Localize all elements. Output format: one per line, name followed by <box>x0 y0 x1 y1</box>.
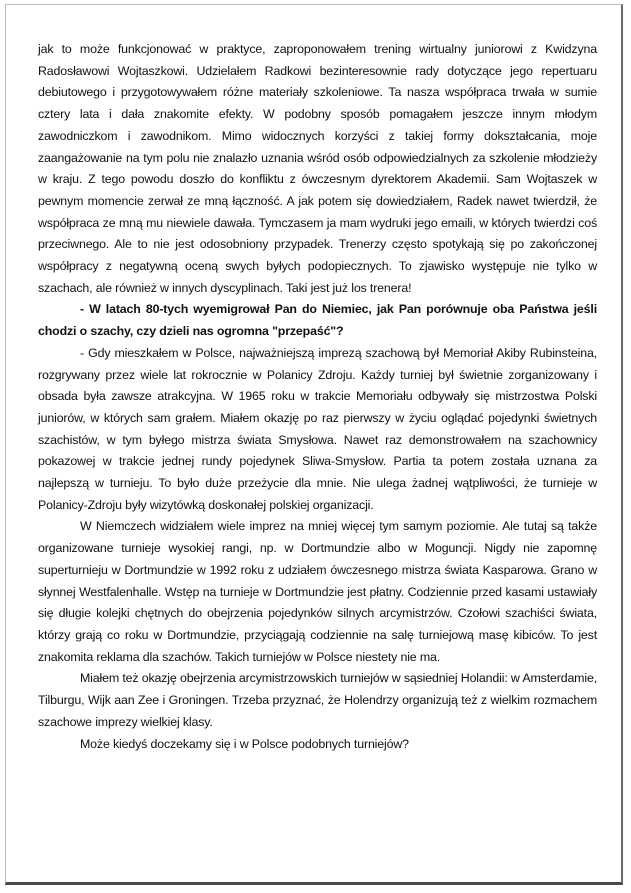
paragraph: Miałem też okazję obejrzenia arcymistrzowskich turniejów w sąsiedniej Holandii: w Amsterdamie, Tilburgu, Wijk aan Zee i Groningen. Trzeba przyznać, że Holendrzy organizują też z wielkim rozmachem szachowe imprezy wielkiej klasy. <box>38 671 597 729</box>
paragraph: - Gdy mieszkałem w Polsce, najważniejszą imprezą szachową był Memoriał Akiby Rubinsteina, rozgrywany przez wiele lat rokrocznie w Polanicy Zdroju. Każdy turniej był świetnie zorganizowany i obsada była zawsze atrakcyjna. W 1965 roku w trakcie Memoriału odbywały się mistrzostwa Polski juniorów, w których sam grałem. Miałem okazję po raz pierwszy w życiu oglądać pojedynki świetnych szachistów, w tym byłego mistrza świata Smysłowa. Nawet raz demonstrowałem na szachownicy pokazowej w trakcie jednej rundy pojedynek Sliwa-Smysłow. Partia ta potem została uznana za najlepszą w turnieju. To było duże przeżycie dla mnie. Nie ulega żadnej wątpliwości, że turnieje w Polanicy-Zdroju były wizytówką doskonałej polskiej organizacji. <box>38 345 597 512</box>
interview-question: - W latach 80-tych wyemigrował Pan do Niemiec, jak Pan porównuje oba Państwa jeśli chodzi o szachy, czy dzieli nas ogromna "przepaść"? <box>38 302 597 339</box>
article-body <box>38 39 597 755</box>
paragraph: W Niemczech widziałem wiele imprez na mniej więcej tym samym poziomie. Ale tutaj są także organizowane turnieje wysokiej rangi, np. w Dortmundzie albo w Moguncji. Nigdy nie zapomnę superturnieju w Dortmundzie w 1992 roku z udziałem ówczesnego mistrza świata Kasparowa. Grano w słynnej Westfalenhalle. Wstęp na turnieje w Dortmundzie jest płatny. Codziennie przed kasami ustawiały się długie kolejki chętnych do obejrzenia pojedynków silnych arcymistrzów. Czołowi szachiści świata, którzy grają co roku w Dortmundzie, przyciągają codziennie na salę turniejową masę kibiców. To jest znakomita reklama dla szachów. Takich turniejów w Polsce niestety nie ma. <box>38 519 597 664</box>
paragraph: jak to może funkcjonować w praktyce, zaproponowałem trening wirtualny juniorowi z Kwidzyna Radosławowi Wojtaszkowi. Udzielałem Radkowi bezinteresownie rady dotyczące jego repertuaru debiutowego i przygotowywałem różne materiały szkoleniowe. Ta nasza współpraca trwała w sumie cztery lata i dała znakomite efekty. W podobny sposób pomagałem jeszcze innym młodym zawodniczkom i zawodnikom. Mimo widocznych korzyści z takiej formy dokształcania, moje zaangażowanie na tym polu nie znalazło uznania wśród osób odpowiedzialnych za szkolenie młodzieży w kraju. Z tego powodu doszło do konfliktu z ówczesnym dyrektorem Akademii. Sam Wojtaszek w pewnym momencie zerwał ze mną łączność. A jak potem się dowiedziałem, Radek nawet twierdził, że współpraca ze mną mu niewiele dawała. Tymczasem ja mam wydruki jego emaili, w których twierdzi coś przeciwnego. Ale to nie jest odosobniony przypadek. Trenerzy często spotykają się po zakończonej współpracy z negatywną oceną swych byłych podopiecznych. To zjawisko występuje nie tylko w szachach, ale również w innych dyscyplinach. Taki jest już los trenera! <box>38 42 597 295</box>
document-page <box>5 4 623 885</box>
paragraph: Może kiedyś doczekamy się i w Polsce podobnych turniejów? <box>80 736 409 751</box>
